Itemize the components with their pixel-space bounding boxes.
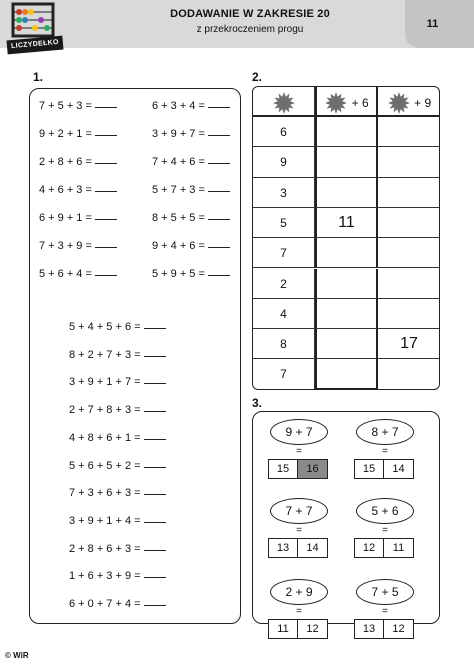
equation-text: 9 + 4 + 6 = bbox=[152, 240, 205, 252]
table-header-cell bbox=[378, 87, 440, 117]
equation-text: 2 + 8 + 6 + 3 = bbox=[69, 542, 141, 555]
equation-text: 6 + 9 + 1 = bbox=[39, 212, 92, 224]
answer-blank[interactable] bbox=[95, 246, 117, 248]
answer-choice[interactable]: 16 bbox=[298, 459, 328, 479]
answer-blank[interactable] bbox=[144, 410, 166, 412]
table-answer-cell[interactable] bbox=[315, 147, 378, 177]
answer-blank[interactable] bbox=[208, 274, 230, 276]
equation bbox=[152, 240, 230, 252]
equation-text: 2 + 7 + 8 + 3 = bbox=[69, 404, 141, 417]
table-header-cell bbox=[315, 87, 378, 117]
equation-text: 9 + 2 + 1 = bbox=[39, 128, 92, 140]
table-header-cell bbox=[253, 87, 315, 117]
table-row-number: 4 bbox=[253, 299, 315, 329]
table-row-number: 7 bbox=[253, 359, 315, 389]
answer-blank[interactable] bbox=[208, 162, 230, 164]
equation-text: 4 + 8 + 6 + 1 = bbox=[69, 431, 141, 444]
equation-text: 7 + 3 + 9 = bbox=[39, 240, 92, 252]
answer-choice[interactable]: 11 bbox=[384, 538, 414, 558]
answer-blank[interactable] bbox=[208, 218, 230, 220]
star-icon bbox=[324, 91, 348, 115]
equals-sign: = bbox=[382, 446, 388, 457]
answer-blank[interactable] bbox=[144, 327, 166, 329]
equation-text: 8 + 2 + 7 + 3 = bbox=[69, 348, 141, 361]
page-number: 11 bbox=[426, 18, 439, 30]
equation bbox=[39, 156, 117, 168]
answer-choice[interactable]: 13 bbox=[354, 619, 384, 639]
equation bbox=[152, 212, 230, 224]
equation-text: 6 + 0 + 7 + 4 = bbox=[69, 598, 141, 610]
table-answer-cell[interactable] bbox=[315, 178, 378, 208]
answer-choice[interactable]: 12 bbox=[298, 619, 328, 639]
answer-blank[interactable] bbox=[95, 190, 117, 192]
expression-oval: 7 + 5 bbox=[356, 579, 414, 605]
equals-sign: = bbox=[296, 525, 302, 536]
table-row-number: 8 bbox=[253, 329, 315, 359]
answer-blank[interactable] bbox=[95, 162, 117, 164]
equation bbox=[152, 184, 230, 196]
table-answer-cell[interactable] bbox=[315, 299, 378, 329]
table-answer-cell[interactable]: 17 bbox=[378, 329, 440, 359]
table-row-number: 3 bbox=[253, 178, 315, 208]
table-answer-cell[interactable] bbox=[315, 117, 378, 147]
equation-text: 5 + 9 + 5 = bbox=[152, 268, 205, 280]
answer-blank[interactable] bbox=[208, 190, 230, 192]
section-1-box bbox=[29, 88, 241, 624]
page-subtitle: z przekroczeniem progu bbox=[196, 24, 304, 35]
answer-blank[interactable] bbox=[144, 355, 166, 357]
star-icon bbox=[272, 91, 296, 115]
equation bbox=[39, 184, 117, 196]
answer-blank[interactable] bbox=[95, 106, 117, 108]
answer-blank[interactable] bbox=[144, 382, 166, 384]
page-number-tab bbox=[405, 0, 474, 48]
equation bbox=[69, 487, 166, 499]
expression-oval: 9 + 7 bbox=[270, 419, 328, 445]
table-answer-cell[interactable] bbox=[378, 208, 440, 238]
table-row-number: 6 bbox=[253, 117, 315, 147]
answer-choice[interactable]: 12 bbox=[354, 538, 384, 558]
equation-text: 8 + 5 + 5 = bbox=[152, 212, 205, 224]
table-answer-cell[interactable]: 11 bbox=[315, 208, 378, 238]
logo-label: LICZYDEŁKO bbox=[6, 36, 63, 55]
equation bbox=[39, 128, 117, 140]
table-row-number: 2 bbox=[253, 269, 315, 299]
section-3-box bbox=[252, 411, 440, 635]
equation-text: 5 + 6 + 5 + 2 = bbox=[69, 459, 141, 472]
equation bbox=[69, 321, 166, 333]
equation-text: 6 + 3 + 4 = bbox=[152, 100, 205, 112]
expression-oval: 8 + 7 bbox=[356, 419, 414, 445]
answer-blank[interactable] bbox=[144, 438, 166, 440]
answer-choice[interactable]: 15 bbox=[268, 459, 298, 479]
answer-choice[interactable]: 14 bbox=[298, 538, 328, 558]
equation bbox=[69, 376, 166, 388]
table-answer-cell[interactable] bbox=[378, 178, 440, 208]
table-answer-cell[interactable] bbox=[378, 117, 440, 147]
table-answer-cell[interactable] bbox=[315, 238, 378, 268]
equation-text: 5 + 7 + 3 = bbox=[152, 184, 205, 196]
equation bbox=[69, 432, 166, 444]
answer-blank[interactable] bbox=[95, 134, 117, 136]
equation bbox=[152, 128, 230, 140]
answer-choice[interactable]: 15 bbox=[354, 459, 384, 479]
answer-blank[interactable] bbox=[208, 134, 230, 136]
operation-label: + 9 bbox=[410, 95, 432, 110]
table-answer-cell[interactable] bbox=[378, 147, 440, 177]
section-3-number: 3. bbox=[252, 396, 263, 410]
star-icon bbox=[387, 91, 411, 115]
equation bbox=[39, 240, 117, 252]
equation bbox=[69, 349, 166, 361]
equation-text: 1 + 6 + 3 + 9 = bbox=[69, 570, 141, 583]
copyright-footer: © WiR bbox=[5, 651, 29, 660]
addition-table bbox=[252, 86, 440, 390]
equation bbox=[152, 100, 230, 112]
answer-blank[interactable] bbox=[95, 274, 117, 276]
equation-text: 7 + 5 + 3 = bbox=[39, 100, 92, 112]
equation bbox=[69, 598, 166, 610]
equation-text: 5 + 4 + 5 + 6 = bbox=[69, 321, 141, 333]
answer-choice[interactable]: 14 bbox=[384, 459, 414, 479]
equation bbox=[152, 268, 230, 280]
equation bbox=[39, 212, 117, 224]
table-row-number: 7 bbox=[253, 238, 315, 268]
table-answer-cell[interactable] bbox=[378, 359, 440, 389]
answer-blank[interactable] bbox=[144, 576, 166, 578]
answer-choice[interactable]: 12 bbox=[384, 619, 414, 639]
operation-label: + 6 bbox=[348, 95, 369, 110]
answer-choice[interactable]: 13 bbox=[268, 538, 298, 558]
expression-oval: 7 + 7 bbox=[270, 498, 328, 524]
equation-text: 7 + 3 + 6 + 3 = bbox=[69, 487, 141, 500]
page-header bbox=[0, 0, 474, 51]
table-answer-cell[interactable] bbox=[315, 269, 378, 299]
equals-sign: = bbox=[296, 606, 302, 617]
table-answer-cell[interactable] bbox=[315, 329, 378, 359]
equation-text: 3 + 9 + 1 + 4 = bbox=[69, 514, 141, 527]
answer-blank[interactable] bbox=[208, 246, 230, 248]
equation bbox=[39, 100, 117, 112]
equation bbox=[69, 570, 166, 582]
answer-blank[interactable] bbox=[144, 521, 166, 523]
section-1-number: 1. bbox=[33, 70, 44, 84]
table-answer-cell[interactable] bbox=[378, 269, 440, 299]
equation-text: 5 + 6 + 4 = bbox=[39, 268, 92, 280]
equals-sign: = bbox=[296, 446, 302, 457]
answer-blank[interactable] bbox=[144, 466, 166, 468]
section-2-number: 2. bbox=[252, 70, 263, 84]
answer-blank[interactable] bbox=[95, 218, 117, 220]
equation bbox=[69, 543, 166, 555]
expression-oval: 5 + 6 bbox=[356, 498, 414, 524]
page-title: DODAWANIE W ZAKRESIE 20 bbox=[170, 8, 330, 20]
answer-blank[interactable] bbox=[144, 604, 166, 606]
answer-blank[interactable] bbox=[144, 493, 166, 495]
equation-text: 3 + 9 + 7 = bbox=[152, 128, 205, 140]
equation bbox=[69, 404, 166, 416]
answer-blank[interactable] bbox=[144, 549, 166, 551]
table-answer-cell[interactable] bbox=[315, 359, 378, 389]
answer-blank[interactable] bbox=[208, 106, 230, 108]
equation-text: 2 + 8 + 6 = bbox=[39, 156, 92, 168]
equation-text: 4 + 6 + 3 = bbox=[39, 184, 92, 196]
table-row-number: 5 bbox=[253, 208, 315, 238]
table-answer-cell[interactable] bbox=[378, 238, 440, 268]
equation bbox=[39, 268, 117, 280]
abacus-logo bbox=[5, 2, 63, 52]
equation bbox=[69, 515, 166, 527]
table-row-number: 9 bbox=[253, 147, 315, 177]
equation bbox=[69, 460, 166, 472]
equation-text: 7 + 4 + 6 = bbox=[152, 156, 205, 168]
answer-choice[interactable]: 11 bbox=[268, 619, 298, 639]
table-answer-cell[interactable] bbox=[378, 299, 440, 329]
expression-oval: 2 + 9 bbox=[270, 579, 328, 605]
equation bbox=[152, 156, 230, 168]
equation-text: 3 + 9 + 1 + 7 = bbox=[69, 376, 141, 389]
equals-sign: = bbox=[382, 606, 388, 617]
equals-sign: = bbox=[382, 525, 388, 536]
